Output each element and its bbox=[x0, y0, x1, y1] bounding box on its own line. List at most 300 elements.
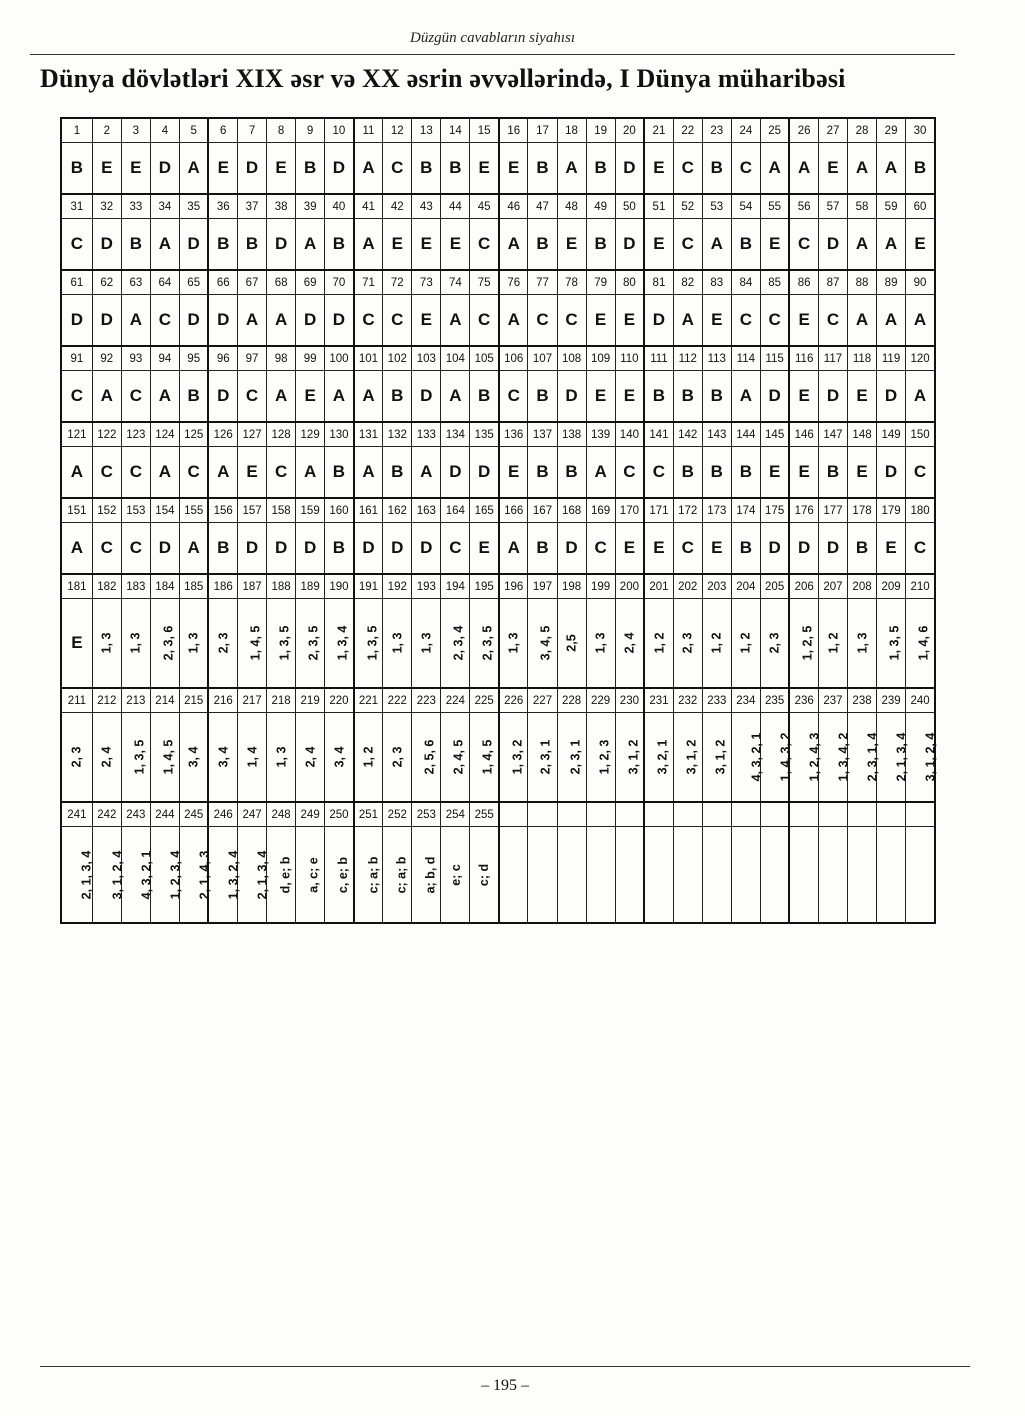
question-number-cell: 253 bbox=[412, 802, 441, 827]
answer-text: 4, 3, 2, 1 bbox=[749, 732, 764, 782]
question-number-cell: 5 bbox=[179, 118, 208, 143]
question-number-cell: 86 bbox=[789, 270, 818, 295]
answer-cell: D bbox=[644, 295, 673, 347]
answer-cell bbox=[354, 713, 383, 803]
answer-text: 1, 4, 5 bbox=[161, 739, 176, 775]
answer-cell: D bbox=[412, 371, 441, 423]
answer-cell: D bbox=[238, 523, 267, 575]
question-number-cell: 209 bbox=[877, 574, 906, 599]
answer-cell: C bbox=[528, 295, 557, 347]
question-number-cell: 73 bbox=[412, 270, 441, 295]
answer-cell: C bbox=[92, 447, 121, 499]
question-number-cell: 46 bbox=[499, 194, 528, 219]
question-number-cell: 63 bbox=[121, 270, 150, 295]
answer-text: 2, 4 bbox=[99, 746, 114, 768]
empty-cell bbox=[528, 802, 557, 827]
empty-cell bbox=[673, 802, 702, 827]
answer-cell bbox=[121, 713, 150, 803]
answer-text: a, c; e bbox=[306, 856, 321, 893]
question-number-cell: 59 bbox=[877, 194, 906, 219]
empty-cell bbox=[818, 802, 847, 827]
question-number-cell: 236 bbox=[789, 688, 818, 713]
question-number-cell: 9 bbox=[296, 118, 325, 143]
empty-cell bbox=[702, 827, 731, 924]
question-number-cell: 197 bbox=[528, 574, 557, 599]
question-number-cell: 47 bbox=[528, 194, 557, 219]
question-number-cell: 181 bbox=[61, 574, 92, 599]
question-number-cell: 125 bbox=[179, 422, 208, 447]
empty-cell bbox=[789, 827, 818, 924]
question-number-cell: 158 bbox=[267, 498, 296, 523]
question-number-cell: 62 bbox=[92, 270, 121, 295]
answer-cell: E bbox=[470, 523, 499, 575]
answer-cell: C bbox=[121, 523, 150, 575]
question-number-cell: 194 bbox=[441, 574, 470, 599]
answer-cell: B bbox=[325, 447, 354, 499]
answer-cell bbox=[615, 599, 644, 689]
question-number-cell: 45 bbox=[470, 194, 499, 219]
question-number-cell: 1 bbox=[61, 118, 92, 143]
question-number-cell: 170 bbox=[615, 498, 644, 523]
answer-cell bbox=[150, 827, 183, 924]
answer-cell bbox=[441, 827, 470, 924]
question-number-cell: 220 bbox=[325, 688, 354, 713]
answer-cell: D bbox=[818, 219, 847, 271]
answer-cell bbox=[877, 713, 909, 803]
answer-cell: E bbox=[499, 447, 528, 499]
question-number-cell: 118 bbox=[848, 346, 877, 371]
answer-text: c; a; b bbox=[394, 856, 409, 893]
question-number-cell: 182 bbox=[92, 574, 121, 599]
answer-text: 1, 3 bbox=[506, 632, 521, 654]
answer-cell: B bbox=[673, 371, 702, 423]
question-number-cell: 116 bbox=[789, 346, 818, 371]
question-number-cell: 2 bbox=[92, 118, 121, 143]
answer-cell: E bbox=[644, 143, 673, 195]
question-number-cell: 36 bbox=[208, 194, 237, 219]
answer-cell: C bbox=[906, 523, 935, 575]
answer-text: 2, 1, 3, 4 bbox=[79, 850, 94, 899]
question-number-cell: 28 bbox=[848, 118, 877, 143]
question-number-row bbox=[61, 688, 935, 713]
answer-key-table bbox=[60, 117, 936, 924]
question-number-cell: 78 bbox=[557, 270, 586, 295]
answer-cell: A bbox=[208, 447, 237, 499]
question-number-cell: 129 bbox=[296, 422, 325, 447]
answer-text: 3, 1, 2, 4 bbox=[923, 732, 938, 782]
question-number-cell: 132 bbox=[383, 422, 412, 447]
question-number-cell: 167 bbox=[528, 498, 557, 523]
answer-cell: E bbox=[760, 219, 789, 271]
answer-cell: B bbox=[528, 219, 557, 271]
question-number-cell: 151 bbox=[61, 498, 92, 523]
question-number-cell: 71 bbox=[354, 270, 383, 295]
answer-cell: C bbox=[673, 523, 702, 575]
answer-cell: E bbox=[848, 371, 877, 423]
empty-cell bbox=[818, 827, 847, 924]
question-number-cell: 227 bbox=[528, 688, 557, 713]
answer-cell: A bbox=[150, 447, 179, 499]
answer-cell bbox=[383, 827, 412, 924]
answer-cell: A bbox=[499, 219, 528, 271]
answer-cell bbox=[412, 713, 441, 803]
answer-cell: B bbox=[296, 143, 325, 195]
answer-cell: E bbox=[267, 143, 296, 195]
question-number-cell: 38 bbox=[267, 194, 296, 219]
answer-cell bbox=[92, 827, 125, 924]
answer-cell: A bbox=[673, 295, 702, 347]
answer-text: 2, 4 bbox=[622, 632, 637, 654]
question-number-cell: 113 bbox=[702, 346, 731, 371]
answer-cell bbox=[121, 827, 154, 924]
question-number-cell: 77 bbox=[528, 270, 557, 295]
question-number-cell: 10 bbox=[325, 118, 354, 143]
question-number-cell: 187 bbox=[238, 574, 267, 599]
answer-cell: E bbox=[906, 219, 935, 271]
answer-text: 2, 3, 1 bbox=[538, 739, 553, 775]
answer-cell bbox=[615, 713, 644, 803]
answer-cell bbox=[179, 827, 212, 924]
answer-cell: A bbox=[557, 143, 586, 195]
question-number-cell: 67 bbox=[238, 270, 267, 295]
question-number-cell: 11 bbox=[354, 118, 383, 143]
question-number-cell: 200 bbox=[615, 574, 644, 599]
empty-cell bbox=[615, 827, 644, 924]
answer-cell: C bbox=[731, 295, 760, 347]
answer-cell: B bbox=[557, 447, 586, 499]
header-divider bbox=[30, 54, 955, 55]
question-number-row bbox=[61, 422, 935, 447]
question-number-cell: 87 bbox=[818, 270, 847, 295]
answer-cell: A bbox=[441, 295, 470, 347]
question-number-cell: 31 bbox=[61, 194, 92, 219]
question-number-cell: 225 bbox=[470, 688, 499, 713]
answer-cell: D bbox=[470, 447, 499, 499]
question-number-cell: 126 bbox=[208, 422, 237, 447]
question-number-cell: 165 bbox=[470, 498, 499, 523]
question-number-cell: 64 bbox=[150, 270, 179, 295]
footer-divider bbox=[40, 1366, 970, 1367]
question-number-cell: 173 bbox=[702, 498, 731, 523]
answer-cell: C bbox=[673, 143, 702, 195]
answer-text: 2,5 bbox=[564, 634, 579, 652]
answer-cell bbox=[267, 713, 296, 803]
answer-cell: D bbox=[150, 143, 179, 195]
answer-cell bbox=[528, 599, 557, 689]
question-number-cell: 75 bbox=[470, 270, 499, 295]
answer-cell: B bbox=[61, 143, 92, 195]
answer-row bbox=[61, 143, 935, 195]
question-number-cell: 83 bbox=[702, 270, 731, 295]
question-number-cell: 234 bbox=[731, 688, 760, 713]
answer-cell: A bbox=[179, 143, 208, 195]
question-number-cell: 178 bbox=[848, 498, 877, 523]
answer-cell: E bbox=[412, 295, 441, 347]
answer-cell: E bbox=[441, 219, 470, 271]
answer-row bbox=[61, 295, 935, 347]
answer-cell: D bbox=[296, 295, 325, 347]
question-number-cell: 82 bbox=[673, 270, 702, 295]
question-number-cell: 109 bbox=[586, 346, 615, 371]
answer-cell: D bbox=[877, 371, 906, 423]
question-number-row bbox=[61, 270, 935, 295]
answer-text: 1, 4, 6 bbox=[916, 625, 931, 661]
answer-cell: A bbox=[412, 447, 441, 499]
empty-cell bbox=[644, 802, 673, 827]
answer-text: 1, 2 bbox=[361, 746, 376, 768]
answer-cell: B bbox=[702, 371, 731, 423]
question-number-cell: 136 bbox=[499, 422, 528, 447]
question-number-cell: 255 bbox=[470, 802, 499, 827]
answer-cell: B bbox=[208, 523, 237, 575]
question-number-cell: 176 bbox=[789, 498, 818, 523]
question-number-cell: 254 bbox=[441, 802, 470, 827]
answer-cell: C bbox=[383, 295, 412, 347]
answer-cell bbox=[208, 599, 237, 689]
answer-cell bbox=[296, 599, 325, 689]
answer-cell bbox=[499, 599, 528, 689]
answer-text: 2, 3 bbox=[390, 746, 405, 768]
answer-text: 2, 3, 5 bbox=[306, 625, 321, 661]
answer-text: 1, 3 bbox=[419, 632, 434, 654]
question-number-cell: 183 bbox=[121, 574, 150, 599]
answer-cell: C bbox=[61, 371, 92, 423]
question-number-cell: 177 bbox=[818, 498, 847, 523]
answer-text: 1, 3 bbox=[593, 632, 608, 654]
answer-cell bbox=[238, 827, 270, 924]
question-number-cell: 56 bbox=[789, 194, 818, 219]
question-number-cell: 174 bbox=[731, 498, 760, 523]
answer-cell: A bbox=[702, 219, 731, 271]
answer-cell: B bbox=[586, 219, 615, 271]
answer-cell: D bbox=[208, 295, 237, 347]
question-number-cell: 204 bbox=[731, 574, 760, 599]
answer-cell: B bbox=[702, 143, 731, 195]
answer-cell: A bbox=[731, 371, 760, 423]
answer-text: 1, 3, 4 bbox=[335, 625, 350, 661]
answer-text: 3, 4 bbox=[331, 746, 346, 768]
question-number-cell: 207 bbox=[818, 574, 847, 599]
answer-cell bbox=[731, 599, 760, 689]
question-number-cell: 115 bbox=[760, 346, 789, 371]
question-number-cell: 166 bbox=[499, 498, 528, 523]
answer-cell: A bbox=[267, 371, 296, 423]
question-number-cell: 168 bbox=[557, 498, 586, 523]
question-number-cell: 54 bbox=[731, 194, 760, 219]
question-number-cell: 184 bbox=[150, 574, 179, 599]
question-number-cell: 153 bbox=[121, 498, 150, 523]
answer-text: 1, 3, 5 bbox=[277, 625, 292, 661]
answer-cell: A bbox=[906, 295, 935, 347]
answer-text: 1, 3, 5 bbox=[365, 625, 380, 661]
answer-cell: C bbox=[731, 143, 760, 195]
answer-cell: A bbox=[354, 447, 383, 499]
answer-cell: C bbox=[470, 219, 499, 271]
answer-cell bbox=[92, 599, 121, 689]
answer-cell bbox=[150, 599, 179, 689]
answer-cell: C bbox=[121, 447, 150, 499]
question-number-cell: 124 bbox=[150, 422, 179, 447]
answer-cell: E bbox=[615, 371, 644, 423]
answer-cell: D bbox=[267, 219, 296, 271]
answer-cell bbox=[296, 713, 325, 803]
answer-cell: B bbox=[586, 143, 615, 195]
empty-cell bbox=[499, 802, 528, 827]
answer-cell: A bbox=[179, 523, 208, 575]
answer-text: 2, 1, 3, 4 bbox=[255, 850, 270, 899]
question-number-cell: 30 bbox=[906, 118, 935, 143]
question-number-cell: 205 bbox=[760, 574, 789, 599]
question-number-cell: 32 bbox=[92, 194, 121, 219]
answer-cell: D bbox=[818, 523, 847, 575]
answer-cell: C bbox=[586, 523, 615, 575]
answer-cell: E bbox=[848, 447, 877, 499]
question-number-cell: 94 bbox=[150, 346, 179, 371]
question-number-cell: 216 bbox=[208, 688, 237, 713]
answer-text: 1, 3, 4, 2 bbox=[836, 732, 851, 782]
question-number-cell: 196 bbox=[499, 574, 528, 599]
answer-row bbox=[61, 523, 935, 575]
answer-cell: D bbox=[615, 219, 644, 271]
question-number-cell: 81 bbox=[644, 270, 673, 295]
answer-text: 1, 2 bbox=[709, 632, 724, 654]
answer-cell: D bbox=[877, 447, 906, 499]
answer-cell: B bbox=[731, 447, 760, 499]
answer-cell: D bbox=[179, 219, 208, 271]
question-number-cell: 106 bbox=[499, 346, 528, 371]
answer-cell: A bbox=[296, 219, 325, 271]
question-number-cell: 222 bbox=[383, 688, 412, 713]
question-number-cell: 90 bbox=[906, 270, 935, 295]
question-number-cell: 238 bbox=[848, 688, 877, 713]
answer-cell: E bbox=[470, 143, 499, 195]
question-number-cell: 210 bbox=[906, 574, 935, 599]
answer-cell: A bbox=[877, 219, 906, 271]
question-number-cell: 241 bbox=[61, 802, 92, 827]
question-number-cell: 203 bbox=[702, 574, 731, 599]
answer-cell: A bbox=[325, 371, 354, 423]
answer-cell: D bbox=[238, 143, 267, 195]
answer-cell: E bbox=[499, 143, 528, 195]
question-number-cell: 27 bbox=[818, 118, 847, 143]
answer-cell: A bbox=[441, 371, 470, 423]
empty-cell bbox=[877, 802, 906, 827]
answer-text: 2, 3 bbox=[216, 632, 231, 654]
question-number-cell: 44 bbox=[441, 194, 470, 219]
question-number-cell: 119 bbox=[877, 346, 906, 371]
question-number-cell: 251 bbox=[354, 802, 383, 827]
question-number-cell: 211 bbox=[61, 688, 92, 713]
question-number-cell: 98 bbox=[267, 346, 296, 371]
answer-cell bbox=[702, 713, 731, 803]
question-number-cell: 155 bbox=[179, 498, 208, 523]
answer-cell: B bbox=[412, 143, 441, 195]
question-number-cell: 147 bbox=[818, 422, 847, 447]
question-number-cell: 41 bbox=[354, 194, 383, 219]
answer-cell bbox=[470, 827, 499, 924]
answer-cell: C bbox=[789, 219, 818, 271]
question-number-row bbox=[61, 194, 935, 219]
answer-text: 3, 4 bbox=[186, 746, 201, 768]
answer-cell bbox=[267, 599, 296, 689]
answer-cell bbox=[441, 599, 470, 689]
question-number-cell: 57 bbox=[818, 194, 847, 219]
answer-cell: D bbox=[92, 219, 121, 271]
answer-text: 2, 3, 4 bbox=[451, 625, 466, 661]
question-number-cell: 139 bbox=[586, 422, 615, 447]
question-number-cell: 108 bbox=[557, 346, 586, 371]
question-number-cell: 240 bbox=[906, 688, 935, 713]
question-number-cell: 138 bbox=[557, 422, 586, 447]
answer-cell: A bbox=[354, 371, 383, 423]
answer-cell bbox=[92, 713, 121, 803]
answer-text: 1, 2, 5 bbox=[800, 625, 815, 661]
answer-cell bbox=[325, 713, 354, 803]
answer-text: 2, 3 bbox=[767, 632, 782, 654]
answer-cell: E bbox=[644, 523, 673, 575]
answer-cell: A bbox=[906, 371, 935, 423]
answer-cell bbox=[499, 713, 528, 803]
answer-cell: D bbox=[615, 143, 644, 195]
question-number-cell: 85 bbox=[760, 270, 789, 295]
answer-cell: A bbox=[877, 143, 906, 195]
answer-text: c; a; b bbox=[366, 856, 381, 893]
question-number-cell: 249 bbox=[296, 802, 325, 827]
answer-cell: A bbox=[848, 295, 877, 347]
answer-cell: A bbox=[150, 371, 179, 423]
question-number-cell: 230 bbox=[615, 688, 644, 713]
answer-cell: C bbox=[92, 523, 121, 575]
question-number-cell: 112 bbox=[673, 346, 702, 371]
answer-cell: D bbox=[789, 523, 818, 575]
question-number-cell: 84 bbox=[731, 270, 760, 295]
answer-cell: B bbox=[673, 447, 702, 499]
answer-cell: E bbox=[760, 447, 789, 499]
question-number-cell: 146 bbox=[789, 422, 818, 447]
answer-cell bbox=[789, 599, 818, 689]
question-number-cell: 79 bbox=[586, 270, 615, 295]
answer-row bbox=[61, 599, 935, 689]
answer-cell: D bbox=[557, 523, 586, 575]
question-number-cell: 42 bbox=[383, 194, 412, 219]
answer-cell bbox=[412, 599, 441, 689]
answer-text: 1, 2, 3, 4 bbox=[168, 850, 183, 899]
answer-cell: A bbox=[499, 523, 528, 575]
question-number-cell: 68 bbox=[267, 270, 296, 295]
answer-cell: E bbox=[615, 523, 644, 575]
question-number-cell: 144 bbox=[731, 422, 760, 447]
question-number-cell: 235 bbox=[760, 688, 789, 713]
question-number-row bbox=[61, 574, 935, 599]
answer-text: 1, 4 bbox=[245, 746, 260, 768]
answer-text: 4, 3, 2, 1 bbox=[139, 850, 154, 899]
answer-text: 1, 4, 3, 2 bbox=[778, 732, 793, 782]
empty-cell bbox=[877, 827, 906, 924]
question-number-cell: 213 bbox=[121, 688, 150, 713]
question-number-cell: 48 bbox=[557, 194, 586, 219]
answer-cell bbox=[121, 599, 150, 689]
question-number-cell: 163 bbox=[412, 498, 441, 523]
answer-cell: B bbox=[238, 219, 267, 271]
question-number-cell: 114 bbox=[731, 346, 760, 371]
question-number-cell: 215 bbox=[179, 688, 208, 713]
question-number-cell: 20 bbox=[615, 118, 644, 143]
answer-text: a; b, d bbox=[423, 856, 438, 893]
answer-cell bbox=[906, 713, 938, 803]
answer-cell: B bbox=[528, 523, 557, 575]
answer-cell bbox=[354, 599, 383, 689]
answer-cell: B bbox=[325, 219, 354, 271]
